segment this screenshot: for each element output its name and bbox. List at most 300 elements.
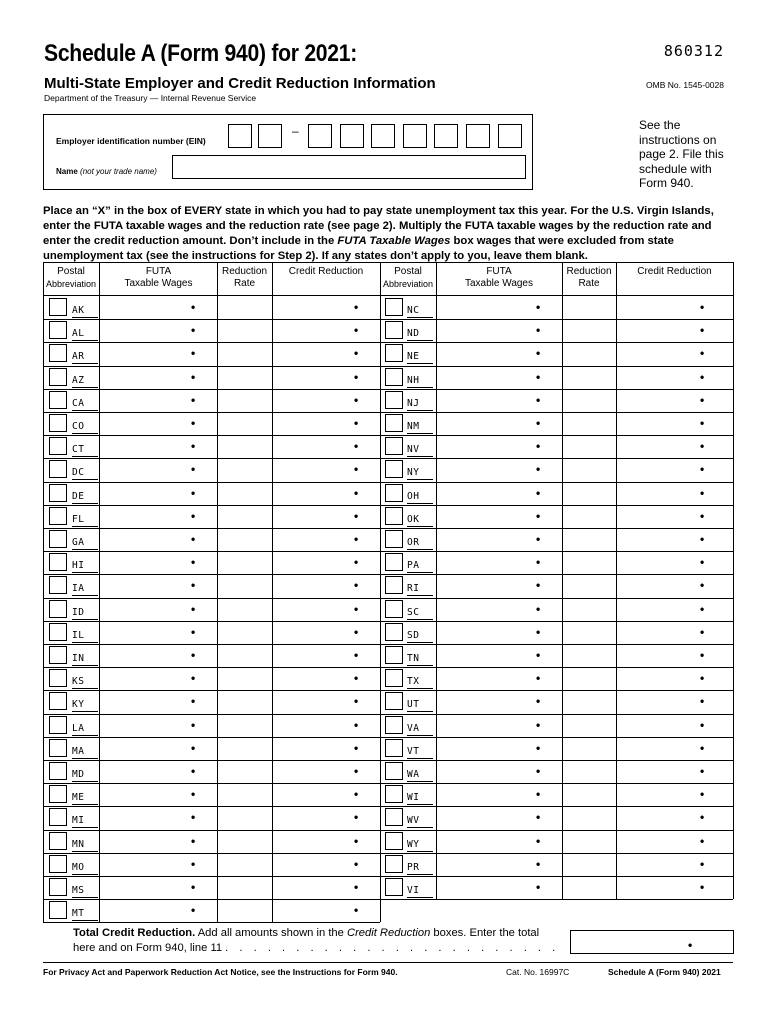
credit-reduction-input-nm[interactable]	[617, 412, 733, 435]
state-checkbox-mn[interactable]	[49, 832, 67, 850]
name-label-hint: (not your trade name)	[80, 167, 157, 176]
credit-reduction-input-ga[interactable]	[273, 528, 380, 551]
reduction-rate-input-de[interactable]	[218, 482, 272, 505]
reduction-rate-input-me[interactable]	[218, 783, 272, 806]
reduction-rate-input-az[interactable]	[218, 366, 272, 389]
state-checkbox-fl[interactable]	[49, 507, 67, 525]
reduction-rate-input-dc[interactable]	[218, 458, 272, 481]
futa-wages-input-oh[interactable]	[437, 482, 562, 505]
state-abbreviation-pa: PA	[407, 560, 420, 572]
credit-reduction-input-oh[interactable]	[617, 482, 733, 505]
credit-reduction-decimal: •	[700, 508, 705, 523]
futa-wages-input-ms[interactable]	[100, 876, 217, 899]
state-checkbox-mo[interactable]	[49, 855, 67, 873]
abbreviation-underline	[72, 317, 98, 318]
futa-wages-input-tn[interactable]	[437, 644, 562, 667]
state-abbreviation-ga: GA	[72, 537, 85, 548]
futa-wages-decimal: •	[191, 671, 196, 686]
abbreviation-underline	[407, 479, 433, 480]
state-abbreviation-in: IN	[72, 653, 85, 664]
state-checkbox-nv[interactable]	[385, 437, 403, 455]
futa-wages-input-id[interactable]	[100, 598, 217, 621]
ein-digit-box[interactable]	[466, 124, 490, 148]
state-checkbox-tn[interactable]	[385, 646, 403, 664]
header-futa-l1: FUTA	[145, 266, 172, 277]
state-checkbox-va[interactable]	[385, 716, 403, 734]
state-checkbox-oh[interactable]	[385, 484, 403, 502]
reduction-rate-input-in[interactable]	[218, 644, 272, 667]
abbreviation-underline	[407, 688, 433, 689]
state-checkbox-co[interactable]	[49, 414, 67, 432]
reduction-rate-input-mt[interactable]	[218, 899, 272, 922]
state-abbreviation-md: MD	[72, 769, 85, 780]
reduction-rate-input-vi[interactable]	[563, 876, 616, 899]
futa-wages-input-vi[interactable]	[437, 876, 562, 899]
futa-wages-input-ky[interactable]	[100, 690, 217, 713]
credit-reduction-decimal: •	[354, 462, 359, 477]
form-title: Schedule A (Form 940) for 2021:	[44, 40, 358, 67]
credit-reduction-input-ky[interactable]	[273, 690, 380, 713]
credit-reduction-input-id[interactable]	[273, 598, 380, 621]
reduction-rate-input-al[interactable]	[218, 319, 272, 342]
futa-wages-decimal: •	[191, 648, 196, 662]
header-rate-r1: Reduction	[566, 266, 612, 277]
credit-reduction-input-ar[interactable]	[273, 342, 380, 365]
reduction-rate-input-ny[interactable]	[563, 458, 616, 481]
state-checkbox-mi[interactable]	[49, 808, 67, 826]
state-abbreviation-id: ID	[72, 606, 85, 618]
abbreviation-underline	[407, 642, 433, 643]
futa-wages-decimal: •	[191, 485, 196, 500]
futa-wages-input-wa[interactable]	[437, 760, 562, 783]
futa-wages-input-ok[interactable]	[437, 505, 562, 528]
futa-wages-decimal: •	[536, 323, 541, 338]
futa-wages-input-sc[interactable]	[437, 598, 562, 621]
ein-digit-box[interactable]	[403, 124, 427, 148]
state-checkbox-wy[interactable]	[385, 832, 403, 850]
ein-digit-box[interactable]	[340, 124, 364, 148]
ein-digit-box[interactable]	[228, 124, 252, 148]
state-checkbox-pa[interactable]	[385, 553, 403, 571]
credit-reduction-input-mo[interactable]	[273, 853, 380, 876]
credit-reduction-input-ne[interactable]	[617, 342, 733, 365]
credit-reduction-input-nc[interactable]	[617, 296, 733, 319]
credit-reduction-input-ct[interactable]	[273, 435, 380, 458]
reduction-rate-input-nh[interactable]	[563, 366, 616, 389]
futa-wages-input-mt[interactable]	[100, 899, 217, 922]
reduction-rate-input-mn[interactable]	[218, 830, 272, 853]
state-checkbox-ri[interactable]	[385, 576, 403, 594]
futa-wages-input-or[interactable]	[437, 528, 562, 551]
futa-wages-input-al[interactable]	[100, 319, 217, 342]
reduction-rate-input-ia[interactable]	[218, 574, 272, 597]
futa-wages-input-wv[interactable]	[437, 806, 562, 829]
futa-wages-input-mo[interactable]	[100, 853, 217, 876]
reduction-rate-input-mi[interactable]	[218, 806, 272, 829]
state-checkbox-ms[interactable]	[49, 878, 67, 896]
futa-wages-input-dc[interactable]	[100, 458, 217, 481]
reduction-rate-input-tn[interactable]	[563, 644, 616, 667]
state-checkbox-mt[interactable]	[49, 901, 67, 919]
state-checkbox-al[interactable]	[49, 321, 67, 339]
ein-digit-box[interactable]	[371, 124, 395, 148]
credit-reduction-decimal: •	[700, 880, 705, 894]
credit-reduction-input-tn[interactable]	[617, 644, 733, 667]
futa-wages-input-vt[interactable]	[437, 737, 562, 760]
credit-reduction-input-vt[interactable]	[617, 737, 733, 760]
reduction-rate-input-fl[interactable]	[218, 505, 272, 528]
credit-reduction-input-wy[interactable]	[617, 830, 733, 853]
futa-wages-input-in[interactable]	[100, 644, 217, 667]
credit-reduction-input-md[interactable]	[273, 760, 380, 783]
state-checkbox-az[interactable]	[49, 368, 67, 386]
futa-wages-decimal: •	[536, 787, 541, 802]
state-checkbox-tx[interactable]	[385, 669, 403, 687]
reduction-rate-input-la[interactable]	[218, 714, 272, 737]
futa-wages-input-ca[interactable]	[100, 389, 217, 412]
reduction-rate-input-ma[interactable]	[218, 737, 272, 760]
reduction-rate-input-ok[interactable]	[563, 505, 616, 528]
state-checkbox-wi[interactable]	[385, 785, 403, 803]
state-abbreviation-ma: MA	[72, 745, 85, 757]
futa-wages-input-ar[interactable]	[100, 342, 217, 365]
credit-reduction-input-ak[interactable]	[273, 296, 380, 319]
reduction-rate-input-co[interactable]	[218, 412, 272, 435]
reduction-rate-input-wy[interactable]	[563, 830, 616, 853]
form-subtitle: Multi-State Employer and Credit Reduction Information	[44, 75, 436, 92]
futa-wages-input-ma[interactable]	[100, 737, 217, 760]
state-checkbox-ma[interactable]	[49, 739, 67, 757]
state-checkbox-id[interactable]	[49, 600, 67, 618]
credit-reduction-input-nj[interactable]	[617, 389, 733, 412]
state-abbreviation-ut: UT	[407, 699, 420, 711]
futa-wages-input-co[interactable]	[100, 412, 217, 435]
reduction-rate-input-nm[interactable]	[563, 412, 616, 435]
futa-wages-input-tx[interactable]	[437, 667, 562, 690]
credit-reduction-input-wi[interactable]	[617, 783, 733, 806]
reduction-rate-input-mo[interactable]	[218, 853, 272, 876]
reduction-rate-input-ar[interactable]	[218, 342, 272, 365]
futa-wages-input-mi[interactable]	[100, 806, 217, 829]
futa-wages-input-ne[interactable]	[437, 342, 562, 365]
reduction-rate-input-oh[interactable]	[563, 482, 616, 505]
futa-wages-input-nd[interactable]	[437, 319, 562, 342]
abbreviation-underline	[72, 897, 98, 898]
credit-reduction-input-mn[interactable]	[273, 830, 380, 853]
state-checkbox-ct[interactable]	[49, 437, 67, 455]
reduction-rate-input-ms[interactable]	[218, 876, 272, 899]
credit-reduction-input-ri[interactable]	[617, 574, 733, 597]
reduction-rate-input-ca[interactable]	[218, 389, 272, 412]
credit-reduction-input-dc[interactable]	[273, 458, 380, 481]
credit-reduction-input-vi[interactable]	[617, 876, 733, 899]
state-checkbox-in[interactable]	[49, 646, 67, 664]
reduction-rate-input-wa[interactable]	[563, 760, 616, 783]
credit-reduction-input-al[interactable]	[273, 319, 380, 342]
state-checkbox-wa[interactable]	[385, 762, 403, 780]
abbreviation-underline	[407, 340, 433, 341]
credit-reduction-input-ma[interactable]	[273, 737, 380, 760]
credit-reduction-input-sc[interactable]	[617, 598, 733, 621]
credit-reduction-input-la[interactable]	[273, 714, 380, 737]
futa-wages-input-ri[interactable]	[437, 574, 562, 597]
credit-reduction-input-in[interactable]	[273, 644, 380, 667]
reduction-rate-input-ky[interactable]	[218, 690, 272, 713]
header-postal-l2: Abbreviation	[45, 279, 97, 289]
state-checkbox-sc[interactable]	[385, 600, 403, 618]
futa-wages-input-ct[interactable]	[100, 435, 217, 458]
futa-wages-input-ak[interactable]	[100, 296, 217, 319]
state-checkbox-nh[interactable]	[385, 368, 403, 386]
state-checkbox-or[interactable]	[385, 530, 403, 548]
credit-reduction-input-nv[interactable]	[617, 435, 733, 458]
ein-digit-box[interactable]	[434, 124, 458, 148]
futa-wages-input-hi[interactable]	[100, 551, 217, 574]
credit-reduction-input-il[interactable]	[273, 621, 380, 644]
state-checkbox-hi[interactable]	[49, 553, 67, 571]
state-checkbox-vt[interactable]	[385, 739, 403, 757]
state-abbreviation-vi: VI	[407, 885, 420, 896]
abbreviation-underline	[407, 851, 433, 852]
state-checkbox-ok[interactable]	[385, 507, 403, 525]
state-checkbox-wv[interactable]	[385, 808, 403, 826]
credit-reduction-decimal: •	[700, 578, 705, 593]
header-postal-r1: Postal	[394, 266, 422, 277]
credit-reduction-input-hi[interactable]	[273, 551, 380, 574]
credit-reduction-decimal: •	[700, 416, 705, 430]
credit-reduction-decimal: •	[700, 764, 705, 778]
futa-wages-input-ks[interactable]	[100, 667, 217, 690]
credit-reduction-input-va[interactable]	[617, 714, 733, 737]
reduction-rate-input-wi[interactable]	[563, 783, 616, 806]
futa-wages-decimal: •	[191, 787, 196, 802]
reduction-rate-input-nv[interactable]	[563, 435, 616, 458]
state-checkbox-ar[interactable]	[49, 344, 67, 362]
state-checkbox-de[interactable]	[49, 484, 67, 502]
credit-reduction-input-az[interactable]	[273, 366, 380, 389]
header-futa-r1: FUTA	[486, 266, 512, 277]
reduction-rate-input-sd[interactable]	[563, 621, 616, 644]
abbreviation-underline	[407, 619, 433, 620]
state-checkbox-nd[interactable]	[385, 321, 403, 339]
futa-wages-input-nj[interactable]	[437, 389, 562, 412]
reduction-rate-input-ut[interactable]	[563, 690, 616, 713]
futa-wages-input-ny[interactable]	[437, 458, 562, 481]
state-checkbox-ak[interactable]	[49, 298, 67, 316]
state-checkbox-ky[interactable]	[49, 692, 67, 710]
abbreviation-underline	[72, 781, 98, 782]
total-decimal-mark: •	[688, 938, 693, 952]
ein-label: Employer identification number (EIN)	[56, 136, 206, 146]
futa-wages-input-wy[interactable]	[437, 830, 562, 853]
futa-wages-input-il[interactable]	[100, 621, 217, 644]
header-postal-l1: Postal	[57, 266, 85, 277]
futa-wages-input-sd[interactable]	[437, 621, 562, 644]
credit-reduction-input-mi[interactable]	[273, 806, 380, 829]
credit-reduction-decimal: •	[700, 555, 705, 570]
reduction-rate-input-sc[interactable]	[563, 598, 616, 621]
credit-reduction-decimal: •	[700, 833, 705, 848]
futa-wages-input-ia[interactable]	[100, 574, 217, 597]
futa-wages-input-va[interactable]	[437, 714, 562, 737]
reduction-rate-input-nd[interactable]	[563, 319, 616, 342]
reduction-rate-input-md[interactable]	[218, 760, 272, 783]
abbreviation-underline	[72, 387, 98, 388]
state-abbreviation-nm: NM	[407, 421, 420, 432]
reduction-rate-input-va[interactable]	[563, 714, 616, 737]
reduction-rate-input-il[interactable]	[218, 621, 272, 644]
reduction-rate-input-or[interactable]	[563, 528, 616, 551]
credit-reduction-decimal: •	[700, 369, 705, 384]
reduction-rate-input-tx[interactable]	[563, 667, 616, 690]
reduction-rate-input-nj[interactable]	[563, 389, 616, 412]
reduction-rate-input-id[interactable]	[218, 598, 272, 621]
credit-reduction-input-ks[interactable]	[273, 667, 380, 690]
row-divider	[380, 899, 733, 900]
futa-wages-decimal: •	[536, 300, 541, 314]
abbreviation-underline	[72, 688, 98, 689]
reduction-rate-input-pa[interactable]	[563, 551, 616, 574]
credit-reduction-decimal: •	[700, 717, 705, 732]
state-checkbox-sd[interactable]	[385, 623, 403, 641]
state-checkbox-nc[interactable]	[385, 298, 403, 316]
reduction-rate-input-ct[interactable]	[218, 435, 272, 458]
name-input[interactable]	[172, 155, 526, 179]
state-checkbox-ny[interactable]	[385, 460, 403, 478]
header-rate-l2: Rate	[233, 278, 256, 289]
reduction-rate-input-vt[interactable]	[563, 737, 616, 760]
total-credit-reduction-input[interactable]	[570, 930, 734, 954]
credit-reduction-input-wv[interactable]	[617, 806, 733, 829]
state-checkbox-nj[interactable]	[385, 391, 403, 409]
credit-reduction-input-pr[interactable]	[617, 853, 733, 876]
abbreviation-underline	[407, 433, 433, 434]
futa-wages-input-az[interactable]	[100, 366, 217, 389]
futa-wages-input-nm[interactable]	[437, 412, 562, 435]
credit-reduction-input-nh[interactable]	[617, 366, 733, 389]
abbreviation-underline	[72, 665, 98, 666]
state-checkbox-ca[interactable]	[49, 391, 67, 409]
state-checkbox-pr[interactable]	[385, 855, 403, 873]
state-abbreviation-mi: MI	[72, 815, 85, 827]
reduction-rate-input-hi[interactable]	[218, 551, 272, 574]
credit-reduction-decimal: •	[354, 740, 359, 755]
credit-reduction-input-wa[interactable]	[617, 760, 733, 783]
state-checkbox-ga[interactable]	[49, 530, 67, 548]
credit-reduction-input-nd[interactable]	[617, 319, 733, 342]
credit-reduction-input-co[interactable]	[273, 412, 380, 435]
credit-reduction-input-ca[interactable]	[273, 389, 380, 412]
credit-reduction-decimal: •	[700, 323, 705, 338]
futa-wages-input-md[interactable]	[100, 760, 217, 783]
state-checkbox-ut[interactable]	[385, 692, 403, 710]
abbreviation-underline	[72, 595, 98, 596]
reduction-rate-input-wv[interactable]	[563, 806, 616, 829]
futa-wages-decimal: •	[536, 671, 541, 686]
state-checkbox-ne[interactable]	[385, 344, 403, 362]
futa-wages-decimal: •	[536, 601, 541, 616]
state-checkbox-dc[interactable]	[49, 460, 67, 478]
reduction-rate-input-ri[interactable]	[563, 574, 616, 597]
state-checkbox-ia[interactable]	[49, 576, 67, 594]
futa-wages-input-ga[interactable]	[100, 528, 217, 551]
credit-reduction-decimal: •	[354, 880, 359, 894]
credit-reduction-decimal: •	[700, 740, 705, 755]
futa-wages-input-me[interactable]	[100, 783, 217, 806]
futa-wages-decimal: •	[191, 833, 196, 848]
state-checkbox-me[interactable]	[49, 785, 67, 803]
state-checkbox-il[interactable]	[49, 623, 67, 641]
futa-wages-input-fl[interactable]	[100, 505, 217, 528]
credit-reduction-input-ut[interactable]	[617, 690, 733, 713]
futa-wages-input-pr[interactable]	[437, 853, 562, 876]
credit-reduction-input-pa[interactable]	[617, 551, 733, 574]
state-abbreviation-oh: OH	[407, 490, 420, 502]
reduction-rate-input-nc[interactable]	[563, 296, 616, 319]
grid-line	[733, 262, 734, 899]
credit-reduction-decimal: •	[700, 462, 705, 477]
instructions-italic: FUTA Taxable Wages	[337, 235, 451, 247]
futa-wages-decimal: •	[536, 880, 541, 894]
credit-reduction-input-ms[interactable]	[273, 876, 380, 899]
credit-reduction-input-de[interactable]	[273, 482, 380, 505]
credit-reduction-input-ia[interactable]	[273, 574, 380, 597]
futa-wages-input-la[interactable]	[100, 714, 217, 737]
state-checkbox-vi[interactable]	[385, 878, 403, 896]
credit-reduction-input-fl[interactable]	[273, 505, 380, 528]
credit-reduction-input-sd[interactable]	[617, 621, 733, 644]
credit-reduction-input-tx[interactable]	[617, 667, 733, 690]
futa-wages-input-ut[interactable]	[437, 690, 562, 713]
ein-digit-box[interactable]	[308, 124, 332, 148]
credit-reduction-input-me[interactable]	[273, 783, 380, 806]
futa-wages-input-de[interactable]	[100, 482, 217, 505]
credit-reduction-input-ok[interactable]	[617, 505, 733, 528]
reduction-rate-input-ks[interactable]	[218, 667, 272, 690]
state-abbreviation-wy: WY	[407, 838, 420, 850]
futa-wages-decimal: •	[191, 624, 196, 639]
futa-wages-decimal: •	[536, 717, 541, 732]
reduction-rate-input-pr[interactable]	[563, 853, 616, 876]
state-abbreviation-az: AZ	[72, 374, 85, 386]
ein-digit-box[interactable]	[498, 124, 522, 148]
credit-reduction-input-or[interactable]	[617, 528, 733, 551]
credit-reduction-decimal: •	[354, 392, 359, 407]
credit-reduction-input-mt[interactable]	[273, 899, 380, 922]
futa-wages-input-mn[interactable]	[100, 830, 217, 853]
state-checkbox-nm[interactable]	[385, 414, 403, 432]
header-futa-l2: Taxable Wages	[124, 278, 193, 289]
state-checkbox-md[interactable]	[49, 762, 67, 780]
abbreviation-underline	[407, 804, 433, 805]
reduction-rate-input-ga[interactable]	[218, 528, 272, 551]
state-checkbox-la[interactable]	[49, 716, 67, 734]
instructions-part2: box wages that were excluded from state unemployment tax (see the instructions for Step 2). If any states don’t apply to you, leave them blank.	[43, 235, 674, 262]
futa-wages-input-nc[interactable]	[437, 296, 562, 319]
state-abbreviation-ny: NY	[407, 467, 420, 479]
futa-wages-input-nh[interactable]	[437, 366, 562, 389]
state-abbreviation-nj: NJ	[407, 397, 420, 409]
reduction-rate-input-ne[interactable]	[563, 342, 616, 365]
reduction-rate-input-ak[interactable]	[218, 296, 272, 319]
futa-wages-input-pa[interactable]	[437, 551, 562, 574]
futa-wages-input-wi[interactable]	[437, 783, 562, 806]
ein-digit-box[interactable]	[258, 124, 282, 148]
state-checkbox-ks[interactable]	[49, 669, 67, 687]
credit-reduction-input-ny[interactable]	[617, 458, 733, 481]
credit-reduction-decimal: •	[354, 648, 359, 662]
futa-wages-input-nv[interactable]	[437, 435, 562, 458]
